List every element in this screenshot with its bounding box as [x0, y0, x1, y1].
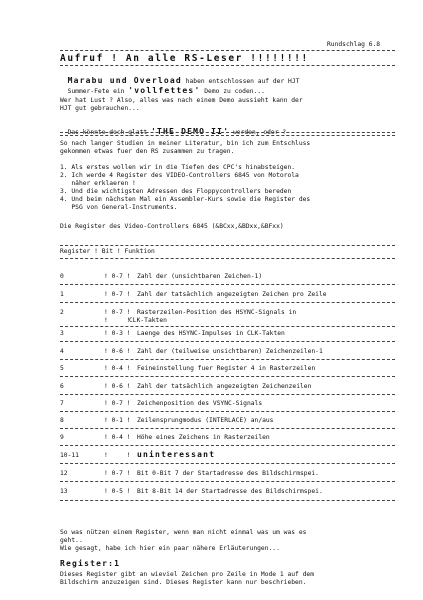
list-item: PSG von General-Instruments.: [60, 204, 178, 211]
article-line: gekommen etwas fuer den RS zusammen zu tragen.: [60, 148, 235, 155]
row-divider: [60, 394, 395, 395]
row-divider: [60, 341, 395, 342]
register-number: 13: [60, 488, 68, 495]
page-title: Aufruf ! An alle RS-Leser !!!!!!!!: [60, 53, 309, 64]
row-divider: [60, 284, 395, 285]
register-function: Feineinstellung fuer Register 4 in Rasterzeilen: [137, 365, 316, 372]
intro-big-text: 'vollfettes': [128, 86, 201, 95]
register-1-heading: Register:1: [60, 559, 121, 568]
register-number: 5: [60, 365, 64, 372]
register-function: Zahl der (teilweise unsichtbaren) Zeichenzeilen-1: [137, 348, 323, 355]
row-divider: [60, 428, 395, 429]
register-number: 3: [60, 330, 64, 337]
register-number: 7: [60, 400, 64, 407]
register-number: 4: [60, 348, 64, 355]
register-function: Zeilensprungmodus (INTERLACE) an/aus: [137, 417, 274, 424]
table-header: Register ! Bit ! Funktion: [60, 248, 155, 255]
register-bits: ! 0-1 !: [104, 417, 131, 424]
register-function: Zahl der (unsichtbaren Zeichen-1): [137, 273, 263, 280]
list-item: 4. Und beim nächsten Mal ein Assembler-Kurs sowie die Register des: [60, 196, 311, 203]
row-divider: [60, 411, 395, 412]
row-divider: [60, 359, 395, 360]
register-number: 9: [60, 434, 64, 441]
register-bits: ! 0-7 !: [104, 273, 131, 280]
register-function: uninteressant: [137, 450, 216, 459]
list-item: näher erklaeren !: [60, 180, 136, 187]
page-header: Rundschlag 6.8: [327, 41, 381, 48]
register-bits: ! 0-7 !: [104, 400, 131, 407]
intro-paragraph-line: HJT gut gebrauchen...: [60, 105, 140, 112]
row-divider: [60, 481, 395, 482]
register-bits: ! 0-6 !: [104, 348, 131, 355]
register-function-continued: CLK-Takten: [129, 317, 167, 324]
register-bits: ! 0-7 !: [104, 291, 131, 298]
row-divider: [60, 376, 395, 377]
divider: [60, 258, 395, 259]
register-bits: ! 0-5 !: [104, 488, 131, 495]
divider: [60, 135, 395, 136]
list-item: 2. Ich werde 4 Register des VIDEO-Controllers 6845 von Motorola: [60, 172, 299, 179]
register-bits: ! 0-4 !: [104, 365, 131, 372]
intro-paragraph-line: Wer hat Lust ? Also, alles was nach einem Demo aussieht kann der: [60, 97, 303, 104]
row-divider: [60, 326, 395, 327]
divider: [60, 50, 395, 51]
divider: [60, 132, 395, 133]
row-divider: [60, 463, 395, 464]
article-line: So nach langer Studien in meiner Literatur, bin ich zum Entschluss: [60, 140, 311, 147]
intro-line-2: Summer-Fete ein 'vollfettes' Demo zu coden...: [67, 86, 265, 95]
register-bits: ! !: [104, 452, 131, 459]
register-number: 8: [60, 417, 64, 424]
outro-line: Wie gesagt, habe ich hier ein paar nähere Erläuterungen...: [60, 545, 280, 552]
register-number: 6: [60, 383, 64, 390]
register-number: 2: [60, 309, 64, 316]
outro-line: geht..: [60, 537, 83, 544]
register-function: Zahl der tatsächlich angezeigten Zeichenzeilen: [137, 383, 312, 390]
list-item: 3. Und die wichtigsten Adressen des Floppycontrollers bereden: [60, 188, 292, 195]
intro-demo-line: Das könnte doch glatt 'THE DEMO II' werden, oder ?: [67, 127, 287, 136]
register-function: Rasterzeilen-Position des HSYNC-Signals in: [137, 309, 297, 316]
demo-title: 'THE DEMO II': [151, 127, 230, 136]
register-bits: ! 0-4 !: [104, 434, 131, 441]
register-1-text: Dieses Register gibt an wieviel Zeichen pro Zeile in Mode 1 auf dem: [60, 571, 315, 578]
register-function: Zeichenposition des VSYNC-Signals: [137, 400, 263, 407]
row-divider: [60, 445, 395, 446]
divider: [60, 65, 395, 66]
row-divider: [60, 500, 395, 501]
register-number: 10-11: [60, 452, 79, 459]
register-function: Zahl der tatsächlich angezeigten Zeichen pro Zeile: [137, 291, 327, 298]
outro-line: So was nützen einem Register, wenn man nicht einmal was um was es: [60, 529, 307, 536]
register-intro: Die Register des Video-Controllers 6845 (&BCxx,&BDxx,&BFxx): [60, 223, 284, 230]
register-number: 1: [60, 291, 64, 298]
intro-line-1: Marabu und Overload haben entschlossen auf der HJT: [67, 76, 300, 85]
register-bits: ! 0-7 !: [104, 309, 131, 316]
row-divider: [60, 302, 395, 303]
register-function: Höhe eines Zeichens in Rasterzeilen: [137, 434, 270, 441]
register-1-text: Bildschirm anzuzeigen sind. Dieses Register kann nur beschrieben.: [60, 579, 307, 586]
register-number: 0: [60, 273, 64, 280]
table-separator: ! !: [104, 317, 131, 324]
register-function: Bit 8-Bit 14 der Startadresse des Bildschirmspei.: [137, 488, 323, 495]
intro-big-text: Marabu und Overload: [67, 76, 182, 85]
list-item: 1. Als erstes wollen wir in die Tiefen des CPC's hinabsteigen.: [60, 164, 296, 171]
register-function: Bit 0-Bit 7 der Startadresse des Bildschirmspei.: [137, 470, 319, 477]
register-bits: ! 0-6 !: [104, 383, 131, 390]
register-function: Laenge des HSYNC-Impulses in CLK-Takten: [137, 330, 285, 337]
register-bits: ! 0-3 !: [104, 330, 131, 337]
divider: [60, 245, 395, 246]
register-number: 12: [60, 470, 68, 477]
register-bits: ! 0-7 !: [104, 470, 131, 477]
